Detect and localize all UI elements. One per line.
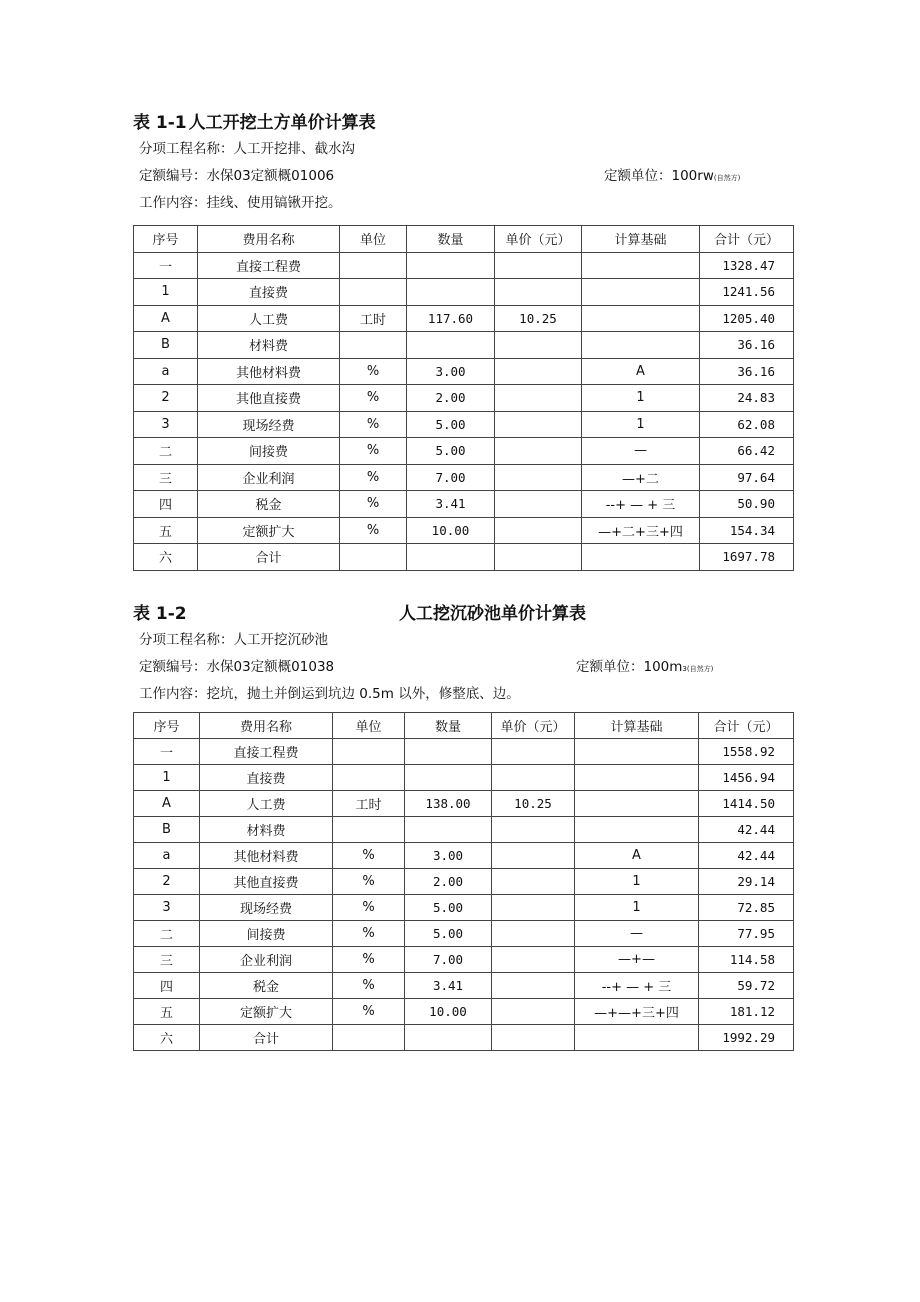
cell-price <box>495 411 582 438</box>
table2-subitem <box>133 627 793 654</box>
table1-title <box>133 110 793 136</box>
cell-basis: 1 <box>582 385 700 412</box>
table-row <box>134 491 794 518</box>
table2-section <box>133 601 793 1051</box>
cell-name: 直接费 <box>200 765 333 791</box>
cell-name: 企业利润 <box>198 464 340 491</box>
cell-total: 42.44 <box>699 817 794 843</box>
table-row <box>134 305 794 332</box>
cell-unit: % <box>340 438 407 465</box>
cell-name: 直接费 <box>198 279 340 306</box>
cell-name: 其他材料费 <box>200 843 333 869</box>
cell-total: 66.42 <box>700 438 794 465</box>
cell-price <box>495 491 582 518</box>
cell-unit: % <box>340 411 407 438</box>
cell-unit: % <box>340 464 407 491</box>
cell-qty: 3.00 <box>407 358 495 385</box>
cell-total: 1992.29 <box>699 1025 794 1051</box>
col-header-basis: 计算基础 <box>582 226 700 253</box>
cell-qty: 2.00 <box>407 385 495 412</box>
table-row <box>134 252 794 279</box>
table-row <box>134 332 794 359</box>
cell-no: a <box>134 358 198 385</box>
table-row <box>134 947 794 973</box>
cell-total: 72.85 <box>699 895 794 921</box>
table2-quota-unit <box>576 654 713 683</box>
table1-quota-no: 定额编号：水保03定额概01006 <box>139 168 335 184</box>
cell-price <box>492 817 575 843</box>
cell-name: 间接费 <box>198 438 340 465</box>
col-header-basis: 计算基础 <box>575 713 699 739</box>
cell-no: 五 <box>134 999 200 1025</box>
cell-no: A <box>134 305 198 332</box>
table2-work-content-text: 工作内容：挖坑，抛土并倒运到坑边 0.5m 以外，修整底、边。 <box>139 686 520 702</box>
cell-price <box>492 947 575 973</box>
cell-name: 企业利润 <box>200 947 333 973</box>
cell-basis <box>575 817 699 843</box>
cell-qty <box>407 332 495 359</box>
cell-price <box>492 895 575 921</box>
table-row <box>134 544 794 571</box>
cell-qty: 138.00 <box>405 791 492 817</box>
table-row <box>134 765 794 791</box>
table2-quota-unit-text: 定额单位：100m <box>576 659 683 675</box>
col-header-qty: 数量 <box>405 713 492 739</box>
cell-unit: % <box>333 869 405 895</box>
table2-header-row <box>134 713 794 739</box>
cell-basis <box>582 279 700 306</box>
cell-no: 2 <box>134 869 200 895</box>
cell-basis: --+ — + 三 <box>582 491 700 518</box>
table2-subitem-text: 分项工程名称：人工开挖沉砂池 <box>139 632 328 648</box>
cell-unit <box>340 279 407 306</box>
cell-basis: 1 <box>575 895 699 921</box>
cell-total: 114.58 <box>699 947 794 973</box>
cell-qty: 10.00 <box>407 517 495 544</box>
cell-unit <box>340 544 407 571</box>
cell-unit: % <box>340 385 407 412</box>
cell-total: 1456.94 <box>699 765 794 791</box>
table2-title-name: 人工挖沉砂池单价计算表 <box>399 604 586 624</box>
table2-title <box>133 601 793 627</box>
table2-quota-line <box>133 654 793 681</box>
table-row <box>134 279 794 306</box>
table-row <box>134 817 794 843</box>
cell-qty: 7.00 <box>407 464 495 491</box>
cell-price: 10.25 <box>495 305 582 332</box>
cell-price <box>492 1025 575 1051</box>
col-header-no: 序号 <box>134 713 200 739</box>
cell-no: 3 <box>134 895 200 921</box>
table1-header-row <box>134 226 794 253</box>
cell-no: 1 <box>134 765 200 791</box>
cell-unit: 工时 <box>340 305 407 332</box>
table2-quota-no: 定额编号：水保03定额概01038 <box>139 659 335 675</box>
table2-body <box>134 739 794 1051</box>
cell-total: 97.64 <box>700 464 794 491</box>
cell-qty: 117.60 <box>407 305 495 332</box>
cell-no: 四 <box>134 491 198 518</box>
cell-price <box>495 438 582 465</box>
cell-unit: % <box>340 517 407 544</box>
cell-unit <box>333 817 405 843</box>
cell-no: 一 <box>134 739 200 765</box>
cell-total: 154.34 <box>700 517 794 544</box>
table-row <box>134 791 794 817</box>
cell-qty <box>405 739 492 765</box>
table1-work-content <box>133 190 793 217</box>
cell-qty: 3.41 <box>405 973 492 999</box>
table-row <box>134 464 794 491</box>
cell-name: 其他直接费 <box>200 869 333 895</box>
cell-no: 五 <box>134 517 198 544</box>
cell-no: 一 <box>134 252 198 279</box>
cell-unit: % <box>340 491 407 518</box>
cell-basis <box>575 791 699 817</box>
cell-qty: 5.00 <box>407 438 495 465</box>
table1-body <box>134 252 794 570</box>
table1-subitem <box>133 136 793 163</box>
cell-total: 1697.78 <box>700 544 794 571</box>
cell-basis: --+ — + 三 <box>575 973 699 999</box>
table1-subitem-text: 分项工程名称：人工开挖排、截水沟 <box>139 141 355 157</box>
cell-basis <box>582 544 700 571</box>
table2-work-content <box>133 681 793 708</box>
cell-no: 四 <box>134 973 200 999</box>
table-row <box>134 999 794 1025</box>
cell-basis: —+二 <box>582 464 700 491</box>
table1-quota-line <box>133 163 793 190</box>
cell-unit <box>333 739 405 765</box>
cell-no: 六 <box>134 544 198 571</box>
cell-qty <box>407 279 495 306</box>
cell-qty <box>405 765 492 791</box>
cell-basis: 1 <box>582 411 700 438</box>
table-row <box>134 517 794 544</box>
table-row <box>134 843 794 869</box>
cell-name: 人工费 <box>200 791 333 817</box>
cell-total: 1241.56 <box>700 279 794 306</box>
cell-total: 1558.92 <box>699 739 794 765</box>
col-header-unit: 单位 <box>340 226 407 253</box>
cell-price <box>495 517 582 544</box>
table1-quota-unit <box>604 163 740 192</box>
cell-qty: 3.00 <box>405 843 492 869</box>
cell-price <box>492 973 575 999</box>
col-header-total: 合计（元） <box>699 713 794 739</box>
cell-qty: 5.00 <box>405 895 492 921</box>
col-header-qty: 数量 <box>407 226 495 253</box>
cell-qty <box>405 817 492 843</box>
cell-total: 29.14 <box>699 869 794 895</box>
cell-unit: % <box>333 973 405 999</box>
table-row <box>134 973 794 999</box>
cell-unit: % <box>333 999 405 1025</box>
table1-work-content-text: 工作内容：挂线、使用镐锹开挖。 <box>139 195 342 211</box>
cell-basis <box>582 332 700 359</box>
cell-qty <box>407 252 495 279</box>
cell-total: 1205.40 <box>700 305 794 332</box>
cell-no: a <box>134 843 200 869</box>
cell-price <box>495 385 582 412</box>
cell-basis <box>575 1025 699 1051</box>
col-header-total: 合计（元） <box>700 226 794 253</box>
table-row <box>134 358 794 385</box>
table1-quota-unit-text: 定额单位：100rw <box>604 168 714 184</box>
cell-no: 二 <box>134 438 198 465</box>
col-header-price: 单价（元） <box>492 713 575 739</box>
cell-total: 42.44 <box>699 843 794 869</box>
table2-title-prefix: 表 1-2 <box>133 604 187 624</box>
table-row <box>134 921 794 947</box>
cell-no: A <box>134 791 200 817</box>
cell-name: 间接费 <box>200 921 333 947</box>
cell-no: 2 <box>134 385 198 412</box>
cell-basis <box>575 739 699 765</box>
table1-section <box>133 110 793 571</box>
cell-no: 3 <box>134 411 198 438</box>
cell-unit: % <box>333 921 405 947</box>
cell-basis: 1 <box>575 869 699 895</box>
cell-qty: 10.00 <box>405 999 492 1025</box>
table-row <box>134 895 794 921</box>
cell-total: 77.95 <box>699 921 794 947</box>
cell-basis: —+二+三+四 <box>582 517 700 544</box>
cell-name: 材料费 <box>200 817 333 843</box>
cell-total: 62.08 <box>700 411 794 438</box>
cell-price <box>495 544 582 571</box>
cell-no: 1 <box>134 279 198 306</box>
cell-unit: % <box>333 947 405 973</box>
col-header-price: 单价（元） <box>495 226 582 253</box>
cell-qty: 7.00 <box>405 947 492 973</box>
cell-name: 材料费 <box>198 332 340 359</box>
cell-qty <box>405 1025 492 1051</box>
cell-name: 现场经费 <box>200 895 333 921</box>
cell-unit: % <box>333 895 405 921</box>
cell-unit <box>333 1025 405 1051</box>
cell-price <box>495 358 582 385</box>
col-header-unit: 单位 <box>333 713 405 739</box>
cell-no: 六 <box>134 1025 200 1051</box>
table2-quota-unit-note: 3(自然方) <box>682 665 714 673</box>
cell-no: B <box>134 817 200 843</box>
cell-qty: 3.41 <box>407 491 495 518</box>
cell-unit <box>333 765 405 791</box>
cell-qty: 2.00 <box>405 869 492 895</box>
cell-price <box>492 921 575 947</box>
cell-qty <box>407 544 495 571</box>
cell-basis: —+— <box>575 947 699 973</box>
cell-name: 其他材料费 <box>198 358 340 385</box>
cell-basis: —+—+三+四 <box>575 999 699 1025</box>
cell-unit <box>340 332 407 359</box>
cell-name: 现场经费 <box>198 411 340 438</box>
cell-total: 1328.47 <box>700 252 794 279</box>
table1-title-prefix: 表 1-1 <box>133 113 187 133</box>
cell-price <box>492 869 575 895</box>
table1-quota-unit-note: (自然方) <box>713 174 741 182</box>
cell-name: 人工费 <box>198 305 340 332</box>
cell-total: 24.83 <box>700 385 794 412</box>
table-row <box>134 411 794 438</box>
table-row <box>134 1025 794 1051</box>
cell-unit <box>340 252 407 279</box>
cell-price <box>492 765 575 791</box>
cell-basis: A <box>582 358 700 385</box>
cell-no: B <box>134 332 198 359</box>
cell-unit: % <box>333 843 405 869</box>
cell-no: 二 <box>134 921 200 947</box>
cell-name: 定额扩大 <box>198 517 340 544</box>
col-header-name: 费用名称 <box>198 226 340 253</box>
cell-price <box>495 279 582 306</box>
cell-no: 三 <box>134 947 200 973</box>
table-row <box>134 438 794 465</box>
table-row <box>134 385 794 412</box>
cell-price <box>495 252 582 279</box>
cell-price <box>492 843 575 869</box>
cell-name: 合计 <box>198 544 340 571</box>
cell-basis <box>582 305 700 332</box>
cell-basis: A <box>575 843 699 869</box>
table-row <box>134 869 794 895</box>
cell-qty: 5.00 <box>405 921 492 947</box>
cell-price <box>495 464 582 491</box>
table2-grid <box>133 712 794 1051</box>
cell-name: 税金 <box>200 973 333 999</box>
cell-unit: 工时 <box>333 791 405 817</box>
cell-total: 59.72 <box>699 973 794 999</box>
cell-name: 合计 <box>200 1025 333 1051</box>
cell-name: 直接工程费 <box>198 252 340 279</box>
cell-price: 10.25 <box>492 791 575 817</box>
cell-basis <box>582 252 700 279</box>
cell-basis: — <box>575 921 699 947</box>
cell-price <box>492 999 575 1025</box>
cell-name: 定额扩大 <box>200 999 333 1025</box>
cell-total: 36.16 <box>700 358 794 385</box>
cell-basis <box>575 765 699 791</box>
cell-name: 其他直接费 <box>198 385 340 412</box>
cell-total: 1414.50 <box>699 791 794 817</box>
cell-name: 税金 <box>198 491 340 518</box>
cell-total: 181.12 <box>699 999 794 1025</box>
cell-unit: % <box>340 358 407 385</box>
cell-qty: 5.00 <box>407 411 495 438</box>
table-row <box>134 739 794 765</box>
cell-name: 直接工程费 <box>200 739 333 765</box>
table1-title-name: 人工开挖土方单价计算表 <box>188 113 376 133</box>
cell-price <box>492 739 575 765</box>
col-header-no: 序号 <box>134 226 198 253</box>
cell-price <box>495 332 582 359</box>
cell-total: 36.16 <box>700 332 794 359</box>
cell-basis: — <box>582 438 700 465</box>
table1-grid <box>133 225 794 571</box>
cell-total: 50.90 <box>700 491 794 518</box>
cell-no: 三 <box>134 464 198 491</box>
col-header-name: 费用名称 <box>200 713 333 739</box>
